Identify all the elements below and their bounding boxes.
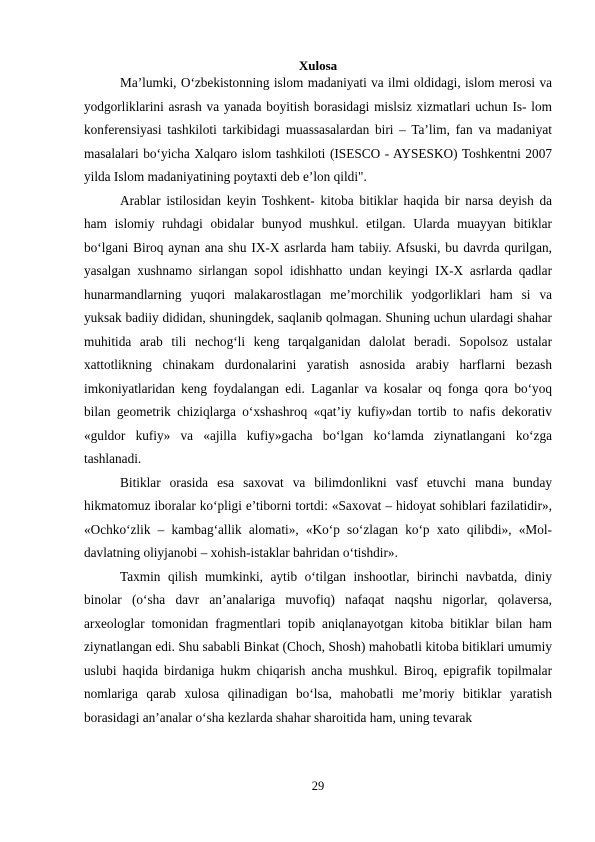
- page-number: 29: [311, 779, 325, 793]
- paragraph-1: Ma’lumki, O‘zbekistonning islom madaniyati va ilmi oldidagi, islom merosi va yodgorliklarini asrash va yanada boyitish borasidagi mislsiz xizmatlari uchun Is- lom konferensiyasi tashkiloti tarkibidagi muassasalardan biri – Ta’lim, fan va madaniyat masalalari bo‘yicha Xalqaro islom tashkiloti (ISESCO - AYSESKO) Toshkentni 2007 yilda Islom madaniyatining poytaxti deb e’lon qildi".: [84, 75, 552, 184]
- paragraph-4: Taxmin qilish mumkinki, aytib o‘tilgan inshootlar, birinchi navbatda, diniy binolar (o‘sha davr an’analariga muvofiq) nafaqat naqshu nigorlar, qolaversa, arxeologlar tomonidan fragmentlari topib aniqlanayotgan kitoba bitiklar bilan ham ziynatlangan edi. Shu sababli Binkat (Choch, Shosh) mahobatli kitoba bitiklari umumiy uslubi haqida birdaniga hukm chiqarish ancha mushkul. Biroq, epigrafik topilmalar nomlariga qarab xulosa qilinadigan bo‘lsa, mahobatli me’moriy bitiklar yaratish borasidagi an’analar o‘sha kezlarda shahar sharoitida ham, uning tevarak: [84, 568, 552, 725]
- body-text: [84, 71, 552, 729]
- paragraph-2: Arablar istilosidan keyin Toshkent- kitoba bitiklar haqida bir narsa deyish da ham islomiy ruhdagi obidalar bunyod mushkul. etilgan. Ularda muayyan bitiklar bo‘lgani Biroq aynan ana shu IX-X asrlarda ham tabiiy. Afsuski, bu davrda qurilgan, yasalgan xushnamo sirlangan sopol idishhatto undan keyingi IX-X asrlarda qadlar hunarmandlarning yuqori malakarostlagan me’morchilik yodgorliklari ham si va yuksak badiiy dididan, shuningdek, saqlanib qolmagan. Shuning uchun ulardagi shahar muhitida arab tili nechog‘li keng tarqalganidan dalolat beradi. Sopolsoz ustalar xattotlikning chinakam durdonalarini yaratish asnosida arabiy harflarni bezash imkoniyatlaridan keng foydalangan edi. Laganlar va kosalar oq fonga qora bo‘yoq bilan geometrik chiziqlarga o‘xshashroq «qat’iy kufiy»dan tortib to nafis dekorativ «guldor kufiy» va «ajilla kufiy»gacha bo‘lgan ko‘lamda ziynatlangani ko‘zga tashlanadi.: [84, 192, 552, 466]
- section-title: Xulosa: [298, 58, 338, 73]
- paragraph-3: Bitiklar orasida esa saxovat va bilimdonlikni vasf etuvchi mana bunday hikmatomuz iboralar ko‘pligi e’tiborni tortdi: «Saxovat – hidoyat sohiblari fazilatidir», «Ochko‘zlik – kambag‘allik alomati», «Ko‘p so‘zlagan ko‘p xato qilibdi», «Mol-davlatning oliyjanobi – xohish-istaklar bahridan o‘tishdir».: [84, 474, 552, 560]
